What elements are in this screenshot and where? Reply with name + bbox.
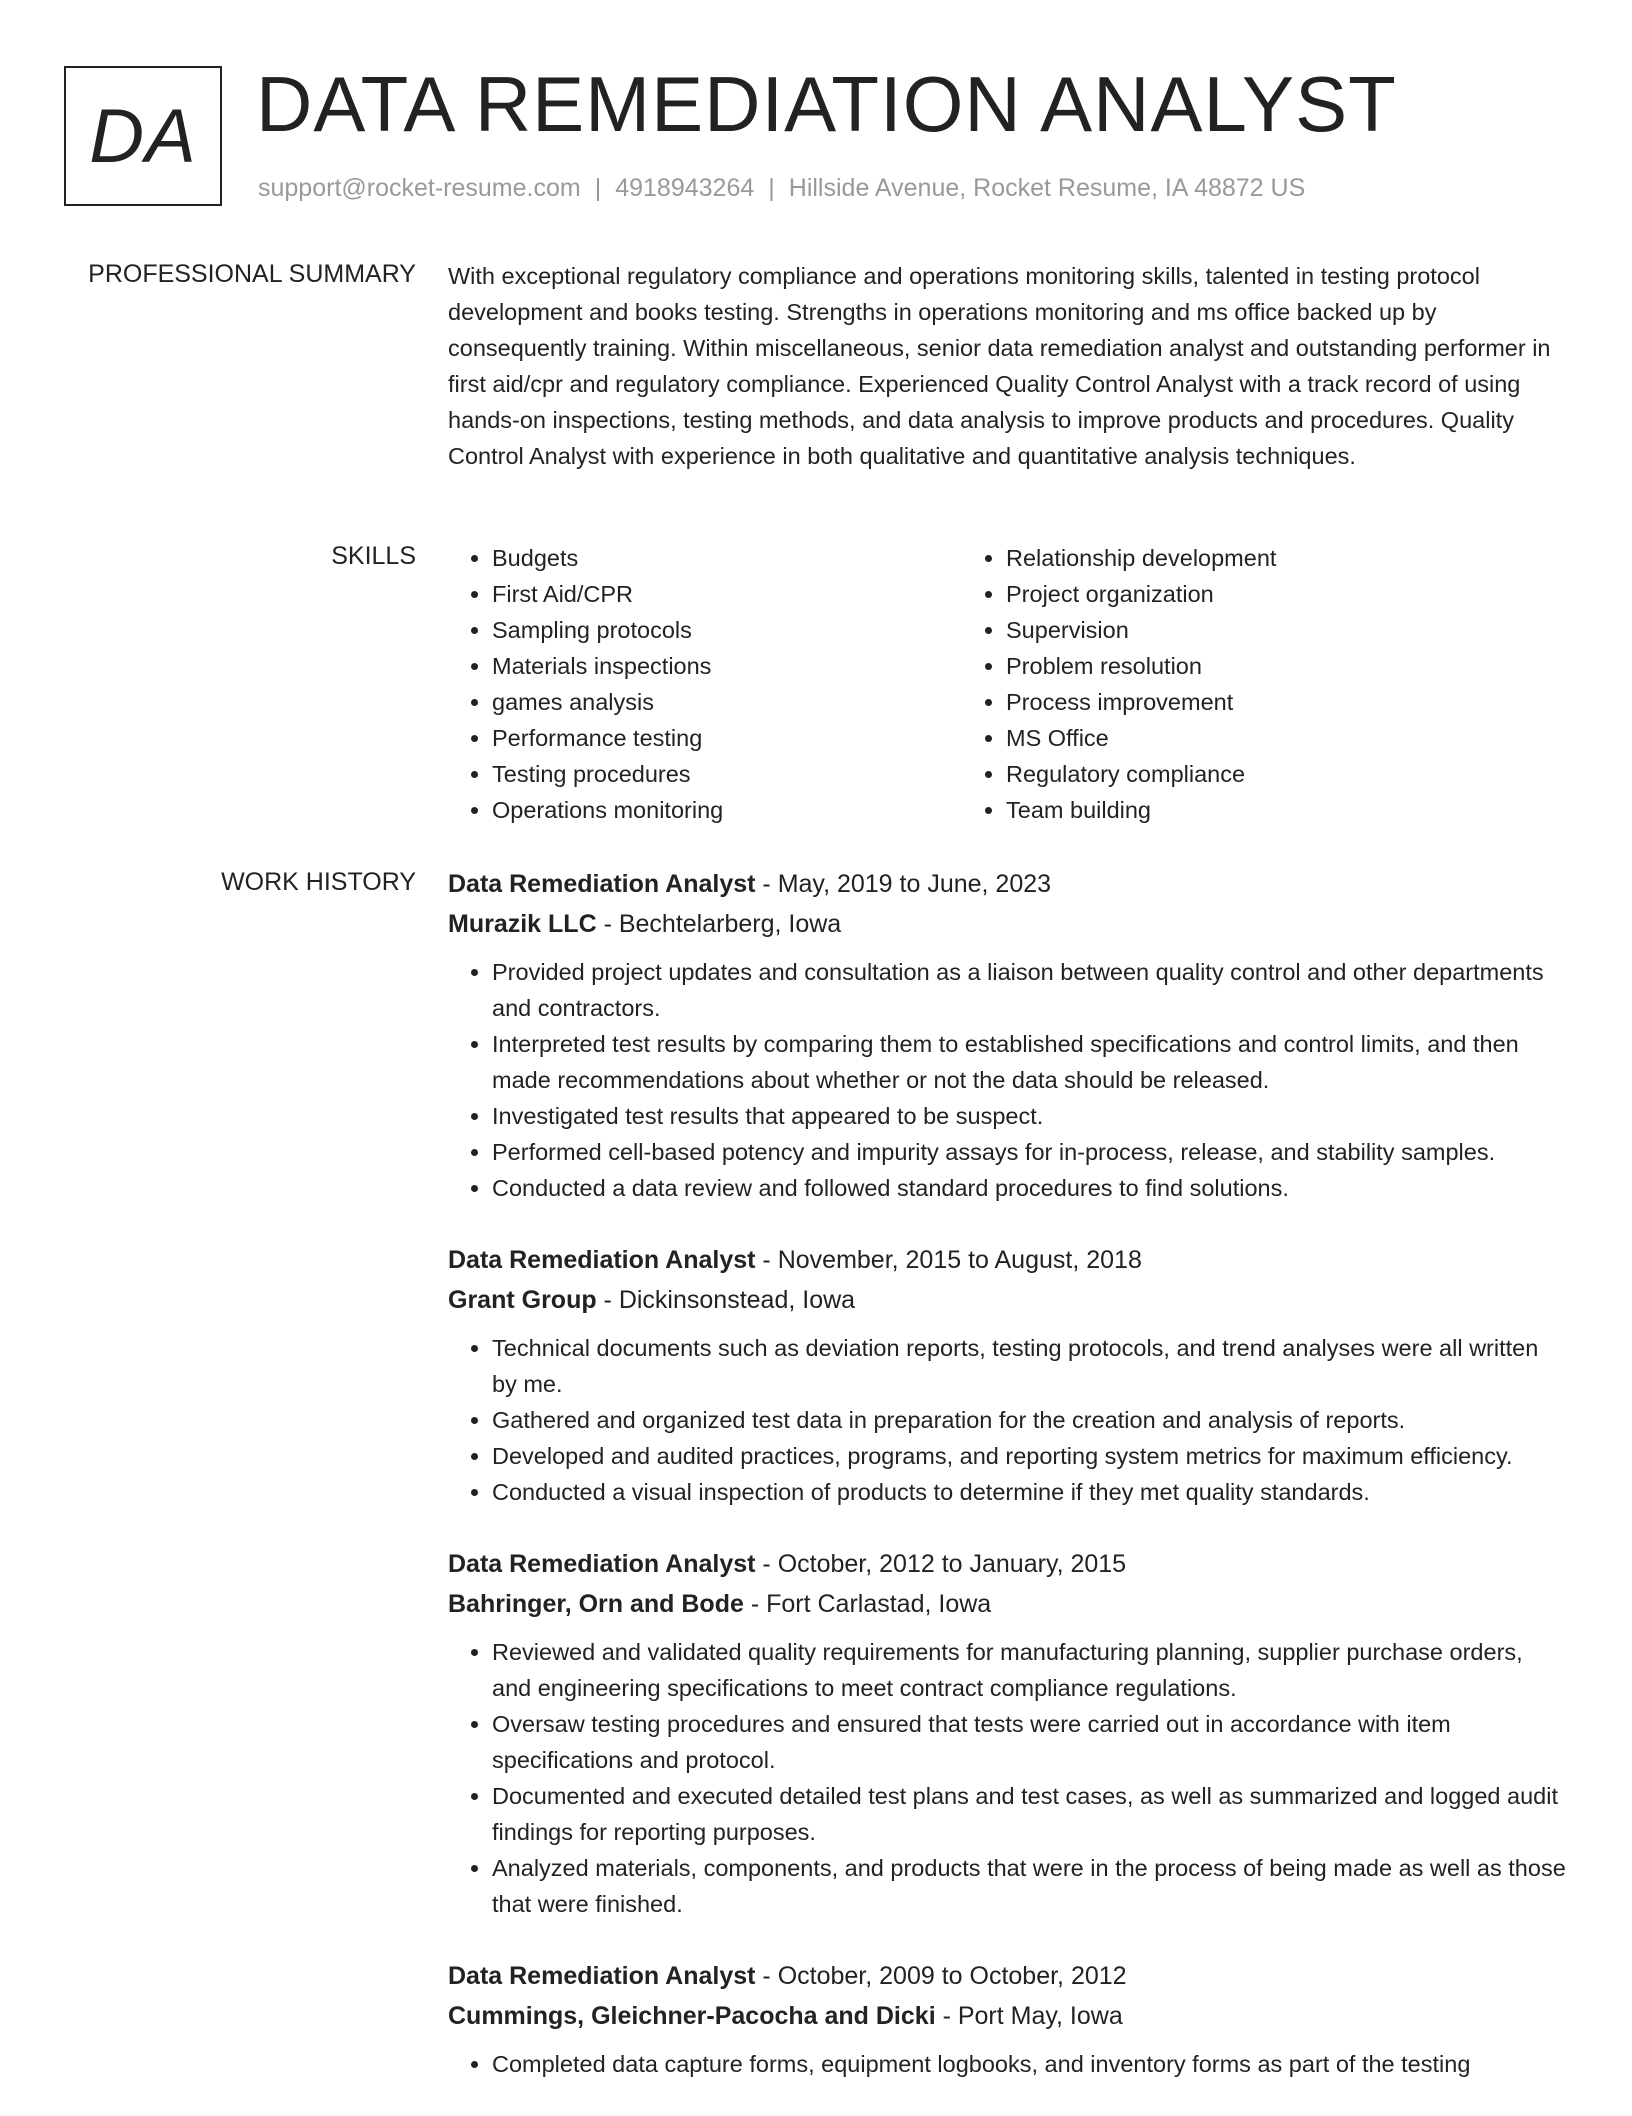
skill-item: • Relationship development xyxy=(1006,540,1460,576)
skill-item: • Supervision xyxy=(1006,612,1460,648)
job-bullets xyxy=(448,1330,1566,1510)
skill-item: • Regulatory compliance xyxy=(1006,756,1460,792)
contact-email[interactable]: support@rocket-resume.com xyxy=(258,174,581,202)
job-entry xyxy=(448,1544,1566,1922)
skill-item: • First Aid/CPR xyxy=(492,576,954,612)
skill-item: • Team building xyxy=(1006,792,1460,828)
job-dates: - October, 2012 to January, 2015 xyxy=(755,1550,1127,1578)
job-bullet: • Documented and executed detailed test plans and test cases, as well as summarized and logged audit findings for reporting purposes. xyxy=(492,1778,1566,1850)
monogram-text: DA xyxy=(89,93,197,179)
job-company-line xyxy=(448,904,1566,944)
job-bullet: • Provided project updates and consultation as a liaison between quality control and other departments and contractors. xyxy=(492,954,1566,1026)
job-dates: - May, 2019 to June, 2023 xyxy=(755,870,1052,898)
skill-item: • Budgets xyxy=(492,540,954,576)
job-company: Grant Group xyxy=(448,1286,597,1314)
job-dates: - November, 2015 to August, 2018 xyxy=(755,1246,1142,1274)
job-bullet: • Performed cell-based potency and impurity assays for in-process, release, and stability samples. xyxy=(492,1134,1566,1170)
job-entry xyxy=(448,864,1566,1206)
job-location: - Dickinsonstead, Iowa xyxy=(596,1286,856,1314)
skill-item: • Project organization xyxy=(1006,576,1460,612)
job-bullet: • Technical documents such as deviation reports, testing protocols, and trend analyses were all written by me. xyxy=(492,1330,1566,1402)
skills-heading: SKILLS xyxy=(331,542,416,570)
job-bullet: • Analyzed materials, components, and products that were in the process of being made as well as those that were finished. xyxy=(492,1850,1566,1922)
job-bullet: • Reviewed and validated quality requirements for manufacturing planning, supplier purchase orders, and engineering specifications to meet contract compliance regulations. xyxy=(492,1634,1566,1706)
job-bullet: • Gathered and organized test data in preparation for the creation and analysis of reports. xyxy=(492,1402,1566,1438)
skill-item: • Operations monitoring xyxy=(492,792,954,828)
job-bullets xyxy=(448,2046,1566,2082)
job-company-line xyxy=(448,1280,1566,1320)
job-title: Data Remediation Analyst xyxy=(448,1550,756,1578)
job-entry xyxy=(448,1240,1566,1510)
job-dates: - October, 2009 to October, 2012 xyxy=(755,1962,1127,1990)
skill-item: • games analysis xyxy=(492,684,954,720)
job-company-line xyxy=(448,1996,1566,2036)
job-company: Bahringer, Orn and Bode xyxy=(448,1590,744,1618)
skill-item: • Testing procedures xyxy=(492,756,954,792)
contact-phone[interactable]: 4918943264 xyxy=(615,174,755,202)
monogram-badge xyxy=(64,66,222,206)
job-title: Data Remediation Analyst xyxy=(448,1246,756,1274)
skills-list-right xyxy=(954,540,1460,828)
skills-list-left xyxy=(448,540,954,828)
job-bullet: • Conducted a visual inspection of products to determine if they met quality standards. xyxy=(492,1474,1566,1510)
skill-item: • Process improvement xyxy=(1006,684,1460,720)
contact-address: Hillside Avenue, Rocket Resume, IA 48872 US xyxy=(788,174,1306,202)
job-company-line xyxy=(448,1584,1566,1624)
skill-item: • MS Office xyxy=(1006,720,1460,756)
job-entry xyxy=(448,1956,1566,2082)
job-title-line xyxy=(448,1956,1566,1996)
job-location: - Bechtelarberg, Iowa xyxy=(596,910,842,938)
job-title-line xyxy=(448,864,1566,904)
job-bullets xyxy=(448,954,1566,1206)
job-bullet: • Completed data capture forms, equipment logbooks, and inventory forms as part of the testing xyxy=(492,2046,1566,2082)
job-company: Cummings, Gleichner-Pacocha and Dicki xyxy=(448,2002,936,2030)
contact-separator: | xyxy=(768,174,775,202)
job-company: Murazik LLC xyxy=(448,910,597,938)
job-bullet: • Developed and audited practices, programs, and reporting system metrics for maximum efficiency. xyxy=(492,1438,1566,1474)
job-bullets xyxy=(448,1634,1566,1922)
job-location: - Fort Carlastad, Iowa xyxy=(743,1590,992,1618)
job-title: Data Remediation Analyst xyxy=(448,870,756,898)
work-history-heading: WORK HISTORY xyxy=(221,868,416,896)
job-title-line xyxy=(448,1544,1566,1584)
job-bullet: • Investigated test results that appeared to be suspect. xyxy=(492,1098,1566,1134)
job-location: - Port May, Iowa xyxy=(935,2002,1123,2030)
skill-item: • Sampling protocols xyxy=(492,612,954,648)
job-bullet: • Interpreted test results by comparing them to established specifications and control limits, and then made recommendations about whether or not the data should be released. xyxy=(492,1026,1566,1098)
skill-item: • Materials inspections xyxy=(492,648,954,684)
summary-text: With exceptional regulatory compliance and operations monitoring skills, talented in testing protocol development and books testing. Strengths in operations monitoring and ms office backed up by consequently training. Within miscellaneous, senior data remediation analyst and outstanding performer in first aid/cpr and regulatory compliance. Experienced Quality Control Analyst with a track record of using hands-on inspections, testing methods, and data analysis to improve products and procedures. Quality Control Analyst with experience in both qualitative and quantitative analysis techniques. xyxy=(448,263,1551,469)
skill-item: • Problem resolution xyxy=(1006,648,1460,684)
job-title-line xyxy=(448,1240,1566,1280)
contact-separator: | xyxy=(594,174,602,202)
contact-line xyxy=(258,174,1305,203)
job-bullet: • Conducted a data review and followed standard procedures to find solutions. xyxy=(492,1170,1566,1206)
skill-item: • Performance testing xyxy=(492,720,954,756)
skills-columns xyxy=(448,540,1566,828)
job-bullet: • Oversaw testing procedures and ensured that tests were carried out in accordance with item specifications and protocol. xyxy=(492,1706,1566,1778)
page-title: DATA REMEDIATION ANALYST xyxy=(256,60,1397,148)
job-title: Data Remediation Analyst xyxy=(448,1962,756,1990)
summary-heading: PROFESSIONAL SUMMARY xyxy=(88,260,416,288)
